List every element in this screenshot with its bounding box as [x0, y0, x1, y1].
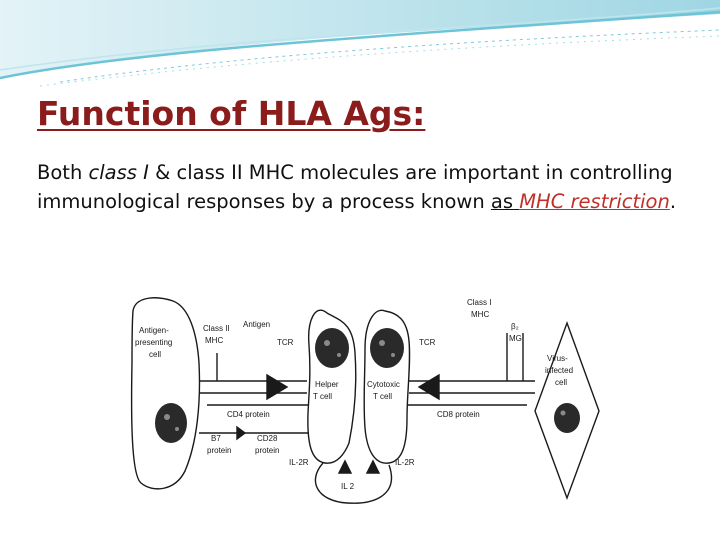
- body-text-1: Both: [37, 161, 89, 184]
- body-text-as: as: [490, 190, 514, 213]
- label-b7-1: B7: [211, 434, 221, 443]
- mhc-restriction-diagram: [127, 293, 602, 510]
- label-virus-3: cell: [555, 378, 568, 387]
- label-apc-1: Antigen-: [139, 326, 169, 335]
- label-apc-2: presenting: [135, 338, 173, 347]
- helper-nucleus: [315, 328, 349, 368]
- label-b2-1: β₂: [511, 322, 519, 331]
- label-tcr-right: TCR: [419, 338, 436, 347]
- slide-body: [37, 158, 677, 216]
- label-tcr-left: TCR: [277, 338, 294, 347]
- header-banner: [0, 0, 720, 90]
- slide-title: Function of HLA Ags:: [37, 94, 426, 133]
- label-cd28-1: CD28: [257, 434, 278, 443]
- cytotoxic-nucleus: [370, 328, 404, 368]
- label-apc-3: cell: [149, 350, 162, 359]
- label-il2r-right: IL-2R: [395, 458, 415, 467]
- label-cd4: CD4 protein: [227, 410, 270, 419]
- mhc-restriction-term: MHC restriction: [519, 190, 670, 213]
- label-virus-1: Virus-: [547, 354, 568, 363]
- label-class-i-1: Class I: [467, 298, 492, 307]
- virus-cell-nucleus: [554, 403, 580, 433]
- label-il2: IL 2: [341, 482, 355, 491]
- body-text-period: .: [669, 190, 677, 213]
- label-class-i-2: MHC: [471, 310, 490, 319]
- label-cyto-1: Cytotoxic: [367, 380, 400, 389]
- label-antigen: Antigen: [243, 320, 271, 329]
- label-helper-1: Helper: [315, 380, 339, 389]
- body-text-class-i: class I: [88, 161, 149, 184]
- label-b7-2: protein: [207, 446, 232, 455]
- label-il2r-left: IL-2R: [289, 458, 309, 467]
- label-class-ii-1: Class II: [203, 324, 230, 333]
- label-class-ii-2: MHC: [205, 336, 224, 345]
- apc-nucleus: [155, 403, 187, 443]
- label-cd28-2: protein: [255, 446, 280, 455]
- label-virus-2: infected: [545, 366, 574, 375]
- body-text-2: & class II MHC molecules are important in controlling immunological responses by a process known: [37, 161, 673, 213]
- label-b2-2: MG: [509, 334, 522, 343]
- label-helper-2: T cell: [313, 392, 332, 401]
- label-cd8: CD8 protein: [437, 410, 480, 419]
- label-cyto-2: T cell: [373, 392, 392, 401]
